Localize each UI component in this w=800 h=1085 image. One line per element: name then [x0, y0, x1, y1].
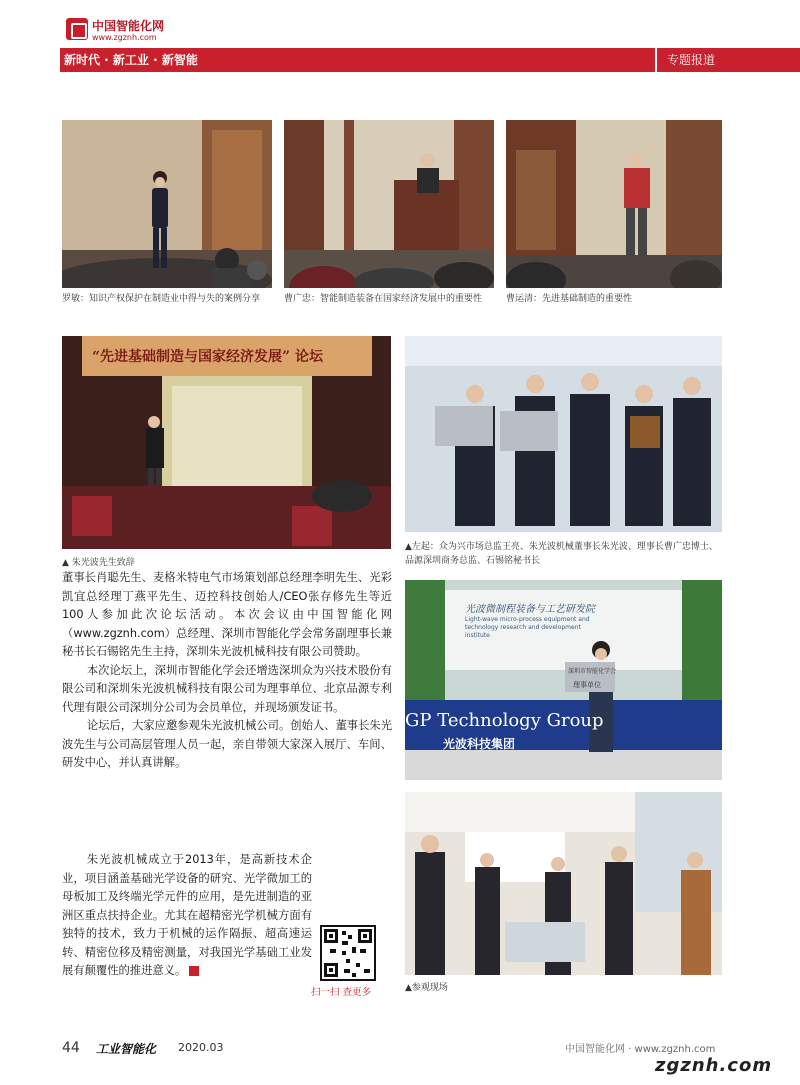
caption-luo-min: 罗敏：知识产权保护在制造业中得与失的案例分享: [62, 294, 261, 304]
photo-forum-image: [62, 336, 391, 549]
lobby-sign-en: Light-wave micro-process equipment and technology research and development institute: [465, 616, 590, 639]
caption-cao-yunqing: 曹运清：先进基础制造的重要性: [506, 294, 633, 304]
end-mark-icon: [189, 966, 199, 976]
paragraph-1: 董事长肖聪先生、麦格米特电气市场策划部总经理李明先生、光彩凯宜总经理丁燕平先生、迈控科技创始人/CEO张存修先生等近100人参加此次论坛活动。本次会议由中国智能化网（www.zgznh.com）总经理、深圳市智能化学会常务副理事长兼秘书长石锡铭先生主持，深圳朱光波机械科技有限公司赞助。: [62, 571, 392, 658]
paragraph-2: 本次论坛上，深圳市智能化学会还增选深圳众为兴技术股份有限公司和深圳朱光波机械科技有限公司为理事单位、北京品源专利代理有限公司深圳分公司为会员单位，并现场颁发证书。: [62, 663, 392, 714]
photo-lobby: [405, 580, 722, 780]
photo-forum: [62, 336, 391, 549]
photo-visit-image: [405, 792, 722, 975]
watermark: zgznh.com: [655, 1055, 773, 1076]
photo-group-image: [405, 336, 722, 532]
lobby-plaque-title: 深圳市智能化学会: [568, 668, 617, 675]
lobby-group-cn: 光波科技集团: [443, 737, 516, 751]
qr-code[interactable]: [320, 925, 376, 981]
magazine-name: 工业智能化: [96, 1042, 157, 1056]
qr-code-image: [322, 927, 374, 979]
photo-luo-min: [62, 120, 272, 288]
photo-cao-yunqing: [506, 120, 722, 288]
paragraph-4-text: 朱光波机械成立于2013年，是高新技术企业，项目涵盖基础光学设备的研究、光学微加工的母板加工及终端光学元件的应用，是先进制造的亚洲区重点扶持企业。尤其在超精密光学机械方面有独特的技术，致力于机械的运作隔振、超高速运转、精密位移及精密测量，对我国光学基础工业发展有颠覆性的推进意义。: [62, 853, 312, 977]
caption-group: ▲左起：众为兴市场总监王亮、朱光波机械董事长朱光波、理事长曹广忠博士、品源深圳商务总监、石锡铭秘书长: [405, 542, 718, 566]
caption-forum: ▲ 朱光波先生致辞: [62, 558, 135, 568]
paragraph-3: 论坛后，大家应邀参观朱光波机械公司。创始人、董事长朱光波先生与公司高层管理人员一起，亲自带领大家深入展厅、车间、研发中心，并认真讲解。: [62, 719, 392, 769]
photo-cao-yunqing-image: [506, 120, 722, 288]
forum-banner: “先进基础制造与国家经济发展” 论坛: [92, 349, 323, 365]
section-tab: [655, 48, 800, 72]
footer-site[interactable]: 中国智能化网 · www.zgznh.com: [565, 1044, 716, 1055]
photo-cao-guangzhong: [284, 120, 494, 288]
paragraph-4: [62, 851, 312, 981]
lobby-plaque-text: 理事单位: [573, 681, 601, 689]
photo-cao-guangzhong-image: [284, 120, 494, 288]
article-body: [62, 569, 392, 773]
lobby-sign-cn: 光波微制程装备与工艺研发院: [465, 604, 595, 615]
photo-visit: [405, 792, 722, 975]
lobby-group-en: GP Technology Group: [405, 710, 604, 731]
page-number: 44: [62, 1040, 80, 1056]
issue-number: 2020.03: [178, 1041, 224, 1054]
logo-url[interactable]: www.zgznh.com: [92, 33, 157, 42]
photo-group: [405, 336, 722, 532]
slogan: 新时代 · 新工业 · 新智能: [64, 53, 198, 67]
caption-visit: ▲参观现场: [405, 983, 448, 993]
speaker-figure: [62, 120, 272, 288]
logo-icon: [66, 18, 88, 40]
qr-label: 扫一扫 查更多: [311, 987, 372, 998]
caption-cao-guangzhong: 曹广忠：智能制造装备在国家经济发展中的重要性: [284, 294, 483, 304]
logo-name: 中国智能化网: [92, 19, 165, 33]
section-label: 专题报道: [667, 53, 716, 67]
